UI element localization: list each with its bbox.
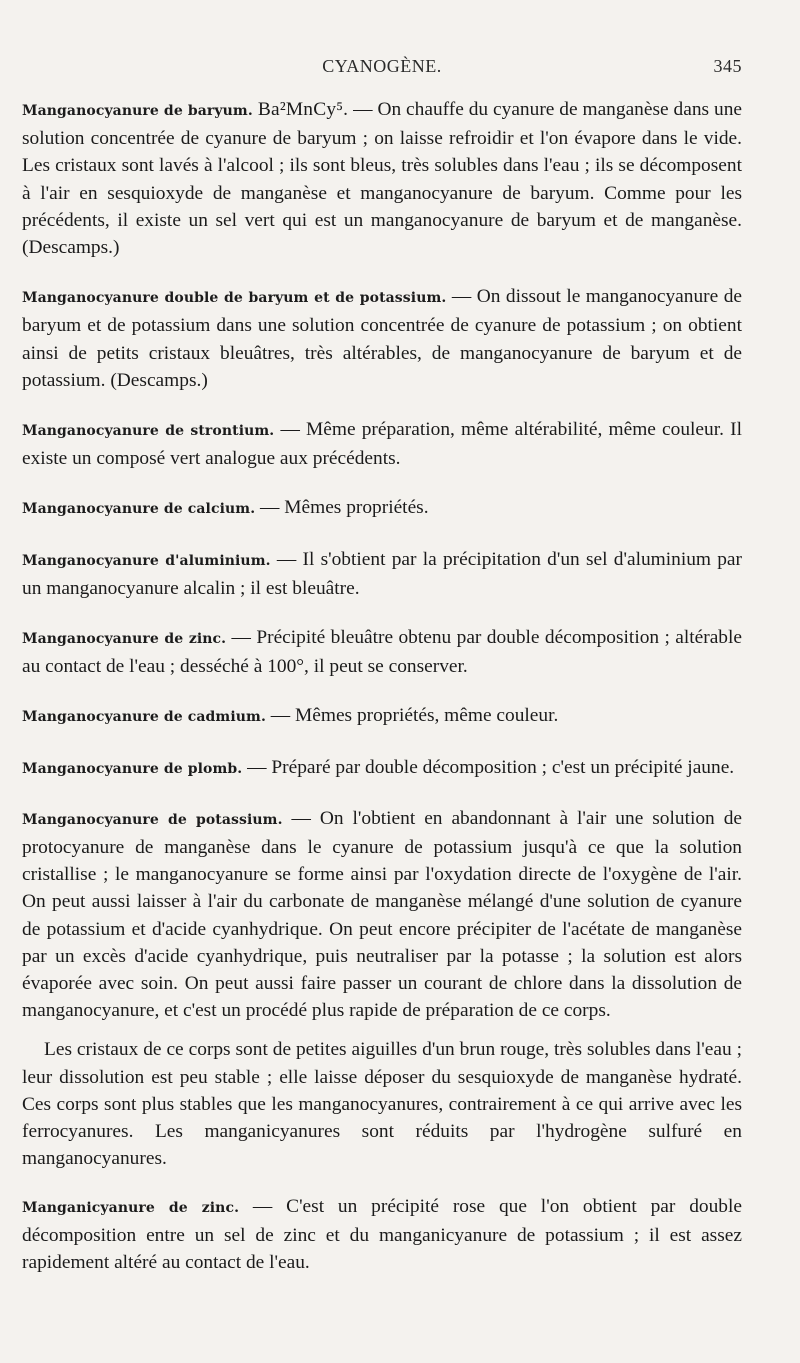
entry-manganicyanure-zinc xyxy=(22,1193,742,1277)
entry-heading: Manganocyanure double de baryum et de potassium. xyxy=(22,290,447,307)
running-head xyxy=(22,56,742,82)
entry-text: — Même préparation, même altérabilité, même couleur. Il existe un composé vert analogue aux précédents. xyxy=(22,419,742,470)
entry-text: — C'est un précipité rose que l'on obtient par double décomposition entre un sel de zinc et du manganicyanure de potassium ; il est assez rapidement altéré au contact de l'eau. xyxy=(22,1195,742,1273)
chemical-formula: Ba²MnCy⁵. xyxy=(252,99,349,120)
entry-heading: Manganocyanure de baryum. xyxy=(22,103,253,119)
entry-text: — Mêmes propriétés. xyxy=(255,497,429,519)
entry-manganocyanure-calcium xyxy=(22,494,742,523)
entry-text: — On l'obtient en abandonnant à l'air une solution de protocyanure de manganèse dans le cyanure de potassium jusqu'à ce que la solution cristallise ; le manganocyanure se forme ainsi par l'oxydation directe de l'oxygène de l'air. On peut aussi laisser à l'air du carbonate de manganèse mélangé d'une solution de cyanure de potassium et d'acide cyanhydrique. On peut encore précipiter de l'acétate de manganèse par un excès d'acide cyanhydrique, puis neutraliser par la potasse ; la solution est alors évaporée avec soin. On peut aussi faire passer un courant de chlore dans la dissolution de manganocyanure, et c'est un procédé plus rapide de préparation de ce corps. xyxy=(22,807,742,1022)
entry-heading: Manganocyanure de calcium. xyxy=(22,501,256,518)
entry-heading: Manganocyanure de zinc. xyxy=(22,631,227,648)
entry-heading: Manganocyanure d'aluminium. xyxy=(22,552,271,569)
entry-manganocyanure-baryum xyxy=(22,96,742,261)
entry-heading: Manganicyanure de zinc. xyxy=(22,1199,240,1216)
entry-manganocyanure-potassium xyxy=(22,805,742,1025)
continuation-paragraph: Les cristaux de ce corps sont de petites aiguilles d'un brun rouge, très solubles dans l'eau ; leur dissolution est peu stable ; elle laisse déposer du sesquioxyde de manganèse hydraté. Ces corps sont plus stables que les manganocyanures, contrairement à ce qui arrive avec les ferrocyanures. Les manganicyanures sont réduits par l'hydrogène sulfuré en manganocyanures. xyxy=(22,1039,742,1170)
entry-manganocyanure-baryum-potassium xyxy=(22,283,742,394)
entry-manganocyanure-plomb xyxy=(22,754,742,783)
book-page xyxy=(22,56,742,1298)
page-number: 345 xyxy=(713,56,742,76)
entry-text: — Il s'obtient par la précipitation d'un sel d'aluminium par un manganocyanure alcalin ; il est bleuâtre. xyxy=(22,548,742,599)
entry-text: — Précipité bleuâtre obtenu par double décomposition ; altérable au contact de l'eau ; desséché à 100°, il peut se conserver. xyxy=(22,627,742,678)
entry-text: — On chauffe du cyanure de manganèse dans une solution concentrée de cyanure de baryum ; on laisse refroidir et l'on évapore dans le vide. Les cristaux sont lavés à l'alcool ; ils sont bleus, très solubles dans l'eau ; ils se décomposent à l'air en sesquioxyde de manganèse et manganocyanure de baryum. Comme pour les précédents, il existe un sel vert qui est un manganocyanure de baryum et de manganèse. (Descamps.) xyxy=(22,99,742,259)
entry-text: — On dissout le manganocyanure de baryum et de potassium dans une solution concentrée de cyanure de potassium ; on obtient ainsi de petits cristaux bleuâtres, très altérables, de manganocyanure de baryum et de potassium. (Descamps.) xyxy=(22,286,742,391)
entry-manganocyanure-aluminium xyxy=(22,546,742,602)
entry-text: — Mêmes propriétés, même couleur. xyxy=(265,705,559,727)
entry-heading: Manganocyanure de plomb. xyxy=(22,760,243,777)
running-head-title: CYANOGÈNE. xyxy=(322,56,442,76)
entry-manganocyanure-strontium xyxy=(22,416,742,472)
entry-heading: Manganocyanure de strontium. xyxy=(22,423,275,440)
entry-manganocyanure-zinc xyxy=(22,624,742,680)
entry-heading: Manganocyanure de cadmium. xyxy=(22,709,266,726)
entry-manganocyanure-cadmium xyxy=(22,702,742,731)
entry-heading: Manganocyanure de potassium. xyxy=(22,811,283,828)
entry-text: — Préparé par double décomposition ; c'est un précipité jaune. xyxy=(242,756,735,778)
